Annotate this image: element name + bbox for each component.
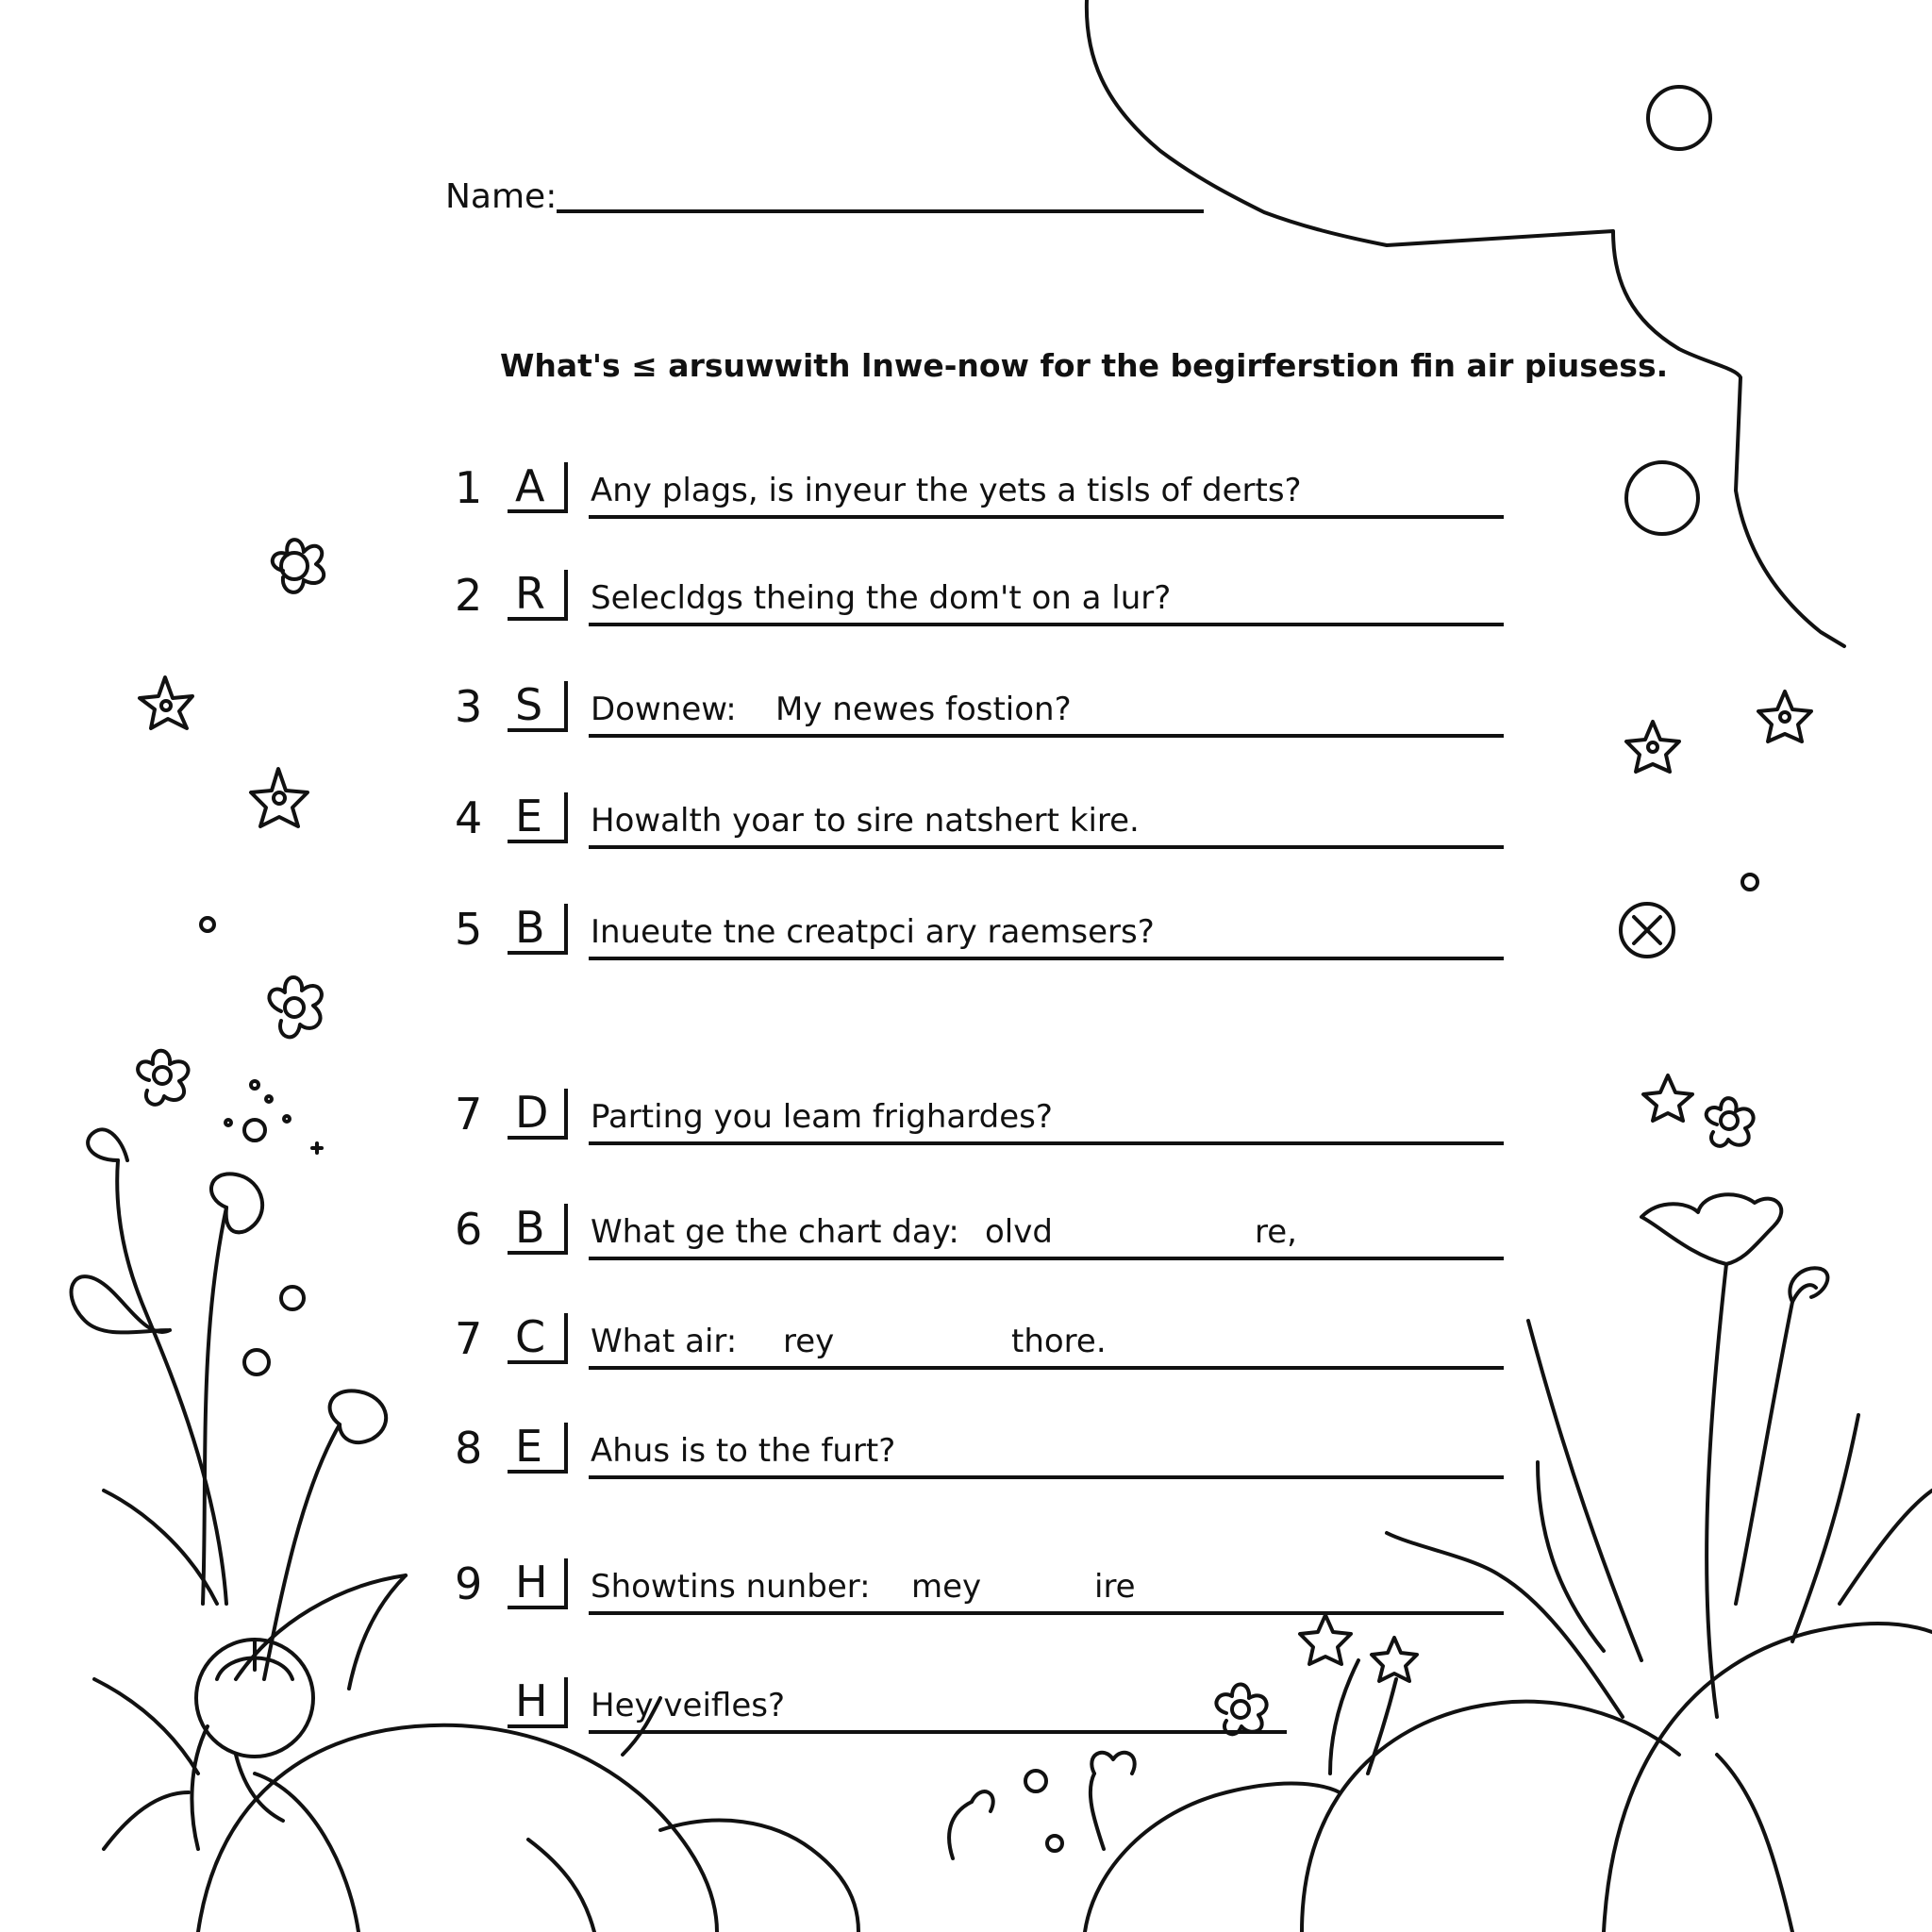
plant-leaf (349, 1575, 406, 1689)
name-label: Name: (445, 177, 558, 216)
answer-line[interactable] (589, 1257, 1504, 1260)
hill-outline (1717, 1755, 1792, 1932)
bubble-icon (244, 1120, 265, 1141)
bubble-icon (1626, 462, 1698, 534)
question-row (443, 1558, 1509, 1626)
question-number: 6 (455, 1204, 483, 1255)
answer-letter-box[interactable]: E (508, 792, 568, 843)
plant-leaf (104, 1792, 189, 1849)
answer-line[interactable] (589, 1475, 1504, 1479)
plant-stem (1091, 1774, 1104, 1849)
flower-icon (1091, 1753, 1134, 1774)
answer-line[interactable] (589, 957, 1504, 960)
star-icon (1626, 722, 1679, 772)
question-text: What air: (591, 1323, 738, 1360)
star-icon (1758, 691, 1811, 741)
question-text: Howalth yoar to sire natshert kire. (591, 802, 1140, 840)
hill-outline (198, 1725, 717, 1932)
question-extra-2: ire (1094, 1568, 1136, 1606)
answer-line[interactable] (589, 1141, 1504, 1145)
plant-stem (264, 1424, 340, 1679)
question-number: 4 (455, 792, 483, 843)
question-row (443, 1423, 1509, 1491)
question-extra-1: olvd (985, 1213, 1053, 1251)
flower-icon (196, 1640, 313, 1821)
question-text: Any plags, is inyeur the yets a tisls of derts? (591, 472, 1302, 509)
plant-stem (949, 1802, 972, 1858)
flower-icon (1641, 1194, 1781, 1264)
bubble-icon (1047, 1836, 1062, 1851)
star-icon (1372, 1638, 1417, 1681)
plant-stem (72, 1276, 170, 1332)
answer-letter-box[interactable]: B (508, 1204, 568, 1255)
answer-line[interactable] (589, 515, 1504, 519)
hill-outline (1604, 1624, 1932, 1932)
question-row (443, 570, 1509, 638)
flower-icon (138, 1051, 188, 1105)
plant-leaf (972, 1791, 993, 1811)
question-extra-2: re, (1255, 1213, 1297, 1251)
plant-leaf (88, 1129, 127, 1160)
flower-icon (269, 977, 321, 1037)
question-number: 1 (455, 462, 483, 513)
hill-outline (255, 1774, 358, 1932)
flower-icon (273, 540, 324, 592)
answer-letter-box[interactable]: C (508, 1313, 568, 1364)
question-number: 7 (455, 1313, 483, 1364)
question-extra-2: thore. (1011, 1323, 1107, 1360)
plant-leaf (1792, 1415, 1858, 1641)
question-number: 8 (455, 1423, 483, 1474)
answer-letter-box[interactable]: A (508, 462, 568, 513)
cloud-outline (1087, 0, 1844, 646)
question-number: 7 (455, 1089, 483, 1140)
name-field-line[interactable] (557, 209, 1204, 213)
answer-line[interactable] (589, 845, 1504, 849)
bubble-icon (1648, 87, 1710, 149)
answer-line[interactable] (589, 1611, 1504, 1615)
question-extra-1: mey (911, 1568, 982, 1606)
plant-leaf (236, 1575, 406, 1679)
question-text: Downew: (591, 691, 737, 728)
plant-leaf (330, 1391, 387, 1442)
answer-line[interactable] (589, 1730, 1287, 1734)
plant-stem (1736, 1285, 1816, 1604)
answer-letter-box[interactable]: H (508, 1677, 568, 1728)
question-extra-1: rey (783, 1323, 835, 1360)
question-row (443, 1089, 1509, 1157)
plant-stem (117, 1160, 226, 1604)
question-text: What ge the chart day: (591, 1213, 959, 1251)
answer-letter-box[interactable]: R (508, 570, 568, 621)
plant-stem (1707, 1264, 1726, 1717)
question-text: Inueute tne creatpci ary raemsers? (591, 913, 1155, 951)
star-icon (251, 769, 308, 826)
hill-outline (660, 1821, 858, 1932)
plant-leaf (1528, 1321, 1641, 1660)
question-row (443, 1313, 1509, 1381)
hill-outline (528, 1840, 594, 1932)
answer-line[interactable] (589, 1366, 1504, 1370)
question-number: 5 (455, 904, 483, 955)
instructions-text: What's ≤ arsuwwith lnwe-now for the begirferstion fin air piusess. (500, 347, 1669, 384)
answer-letter-box[interactable]: B (508, 904, 568, 955)
star-icon (1643, 1075, 1692, 1121)
question-text: Selecldgs theing the dom't on a lur? (591, 579, 1172, 617)
plant-leaf (192, 1726, 208, 1849)
question-extra-1: My newes fostion? (775, 691, 1072, 728)
bubble-icon (1742, 874, 1757, 890)
plant-leaf (211, 1174, 262, 1232)
question-number: 9 (455, 1558, 483, 1609)
plant-leaf (94, 1679, 198, 1774)
plant-stem (203, 1208, 226, 1604)
question-text: Ahus is to the furt? (591, 1432, 896, 1470)
answer-letter-box[interactable]: S (508, 681, 568, 732)
question-row (443, 1204, 1509, 1272)
bubble-icon (1025, 1771, 1046, 1791)
question-text: Parting you leam frighardes? (591, 1098, 1053, 1136)
answer-letter-box[interactable]: E (508, 1423, 568, 1474)
close-circle-icon (1621, 904, 1674, 957)
answer-line[interactable] (589, 623, 1504, 626)
answer-letter-box[interactable]: D (508, 1089, 568, 1140)
bubble-icon (201, 918, 214, 931)
question-row (443, 792, 1509, 860)
question-text: Hey veifles? (591, 1687, 785, 1724)
question-row (443, 904, 1509, 972)
flower-icon (1707, 1098, 1754, 1146)
question-row (443, 462, 1509, 530)
plant-leaf (1538, 1462, 1604, 1651)
question-number: 3 (455, 681, 483, 732)
bubble-icon (244, 1350, 269, 1374)
answer-line[interactable] (589, 734, 1504, 738)
plant-leaf (104, 1491, 217, 1604)
question-number: 2 (455, 570, 483, 621)
answer-letter-box[interactable]: H (508, 1558, 568, 1609)
bubble-icon (281, 1287, 304, 1309)
question-row (443, 681, 1509, 749)
question-text: Showtins nunber: (591, 1568, 871, 1606)
plant-leaf (1840, 1491, 1932, 1604)
question-row (443, 1677, 1509, 1745)
star-icon (140, 677, 192, 728)
